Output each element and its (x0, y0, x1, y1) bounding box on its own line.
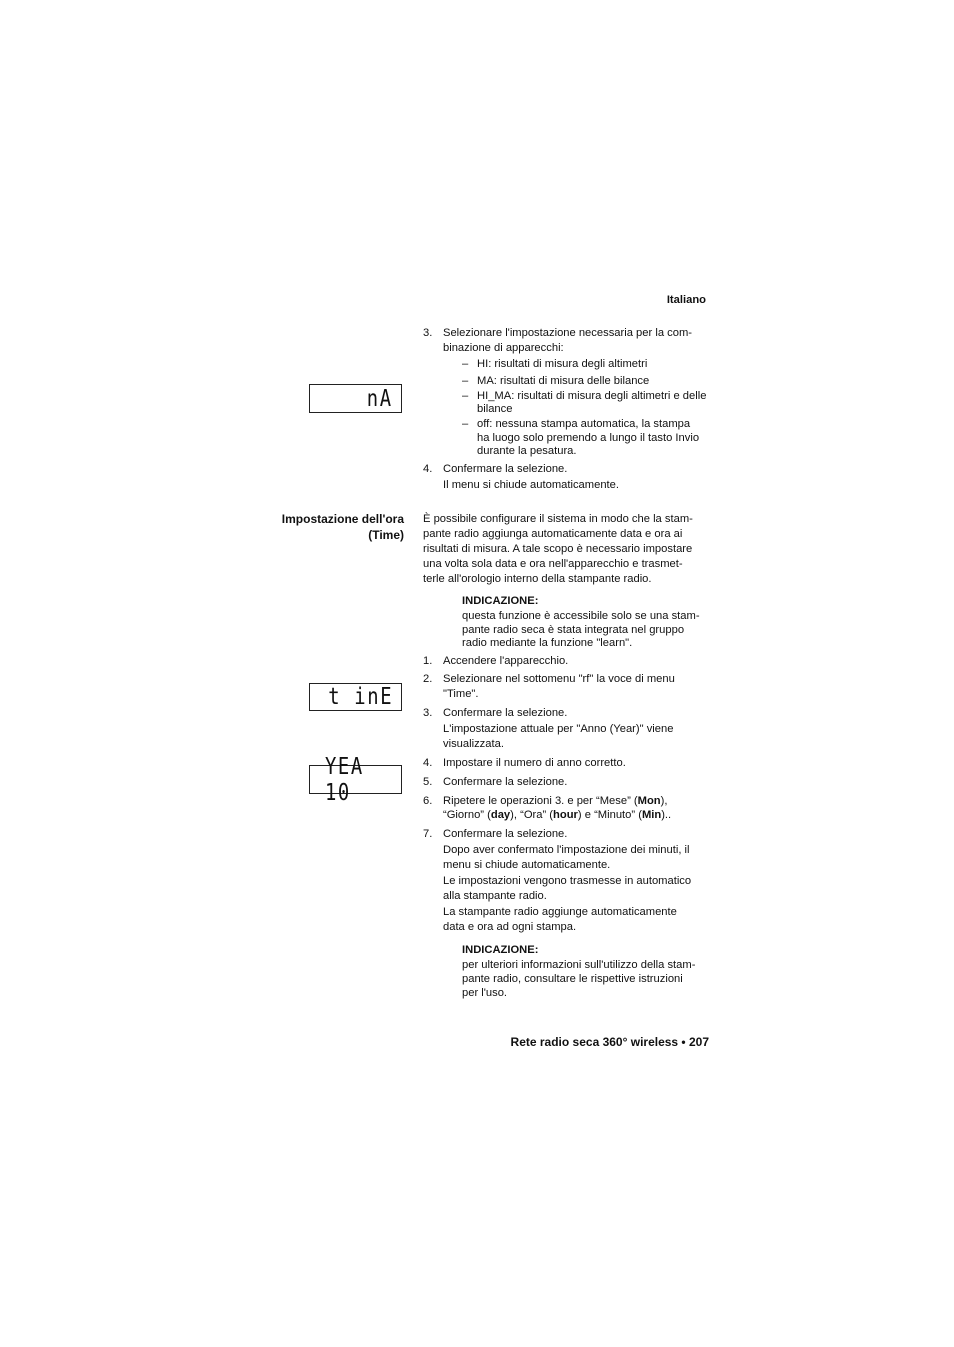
step-text: Accendere l'apparecchio. (443, 655, 569, 667)
note-text: pante radio seca è stata integrata nel gruppo (462, 624, 685, 636)
step-text-part: Ripetere le operazioni 3. e per “Mese” ( (443, 795, 638, 807)
section-heading: (Time) (368, 528, 404, 542)
step-number: 5. (423, 776, 433, 788)
step-text: Selezionare nel sottomenu "rf" la voce di menu (443, 673, 675, 685)
page-footer: Rete radio seca 360° wireless • 207 (510, 1035, 709, 1049)
list-dash: – (462, 375, 469, 387)
step-text: menu si chiude automaticamente. (443, 859, 611, 871)
step-number: 3. (423, 707, 433, 719)
intro-text: È possibile configurare il sistema in modo che la stam- (423, 513, 693, 525)
step-text-part: “Giorno” ( (443, 809, 491, 821)
list-dash: – (462, 418, 469, 430)
list-dash: – (462, 390, 469, 402)
step-number: 7. (423, 828, 433, 840)
step-text: Confermare la selezione. (443, 828, 568, 840)
step-text: alla stampante radio. (443, 890, 547, 902)
step-text: Selezionare l'impostazione necessaria per la com- (443, 327, 693, 339)
step-text: L'impostazione attuale per "Anno (Year)" viene (443, 723, 674, 735)
option-item: bilance (477, 403, 513, 415)
note-text: pante radio, consultare le rispettive istruzioni (462, 973, 683, 985)
note-text: radio mediante la funzione "learn". (462, 637, 633, 649)
step-text: Il menu si chiude automaticamente. (443, 479, 619, 491)
keyword-day: day (490, 809, 511, 821)
step-text: visualizzata. (443, 738, 504, 750)
keyword-mon: Mon (637, 795, 661, 807)
step-number: 4. (423, 463, 433, 475)
step-text: Confermare la selezione. (443, 776, 568, 788)
step-text: Dopo aver confermato l'impostazione dei minuti, il (443, 844, 690, 856)
step-text (443, 794, 667, 809)
section-heading: Impostazione dell'ora (281, 512, 404, 526)
page-header-language: Italiano (666, 294, 706, 306)
lcd-display-time (309, 683, 402, 711)
lcd-display-year (309, 753, 402, 806)
option-item: off: nessuna stampa automatica, la stampa (477, 418, 691, 430)
list-dash: – (462, 358, 469, 370)
note-text: questa funzione è accessibile solo se una stam- (462, 610, 700, 622)
step-text-part: ), “Ora” ( (510, 809, 554, 821)
option-item: MA: risultati di misura delle bilance (477, 375, 650, 387)
note-text: per ulteriori informazioni sull'utilizzo della stam- (462, 959, 696, 971)
intro-text: pante radio aggiunga automaticamente data e ora ai (423, 528, 683, 540)
step-text: binazione di apparecchi: (443, 342, 564, 354)
lcd-display-year-text: YEA 10 (324, 753, 364, 806)
note-title: INDICAZIONE: (462, 944, 539, 956)
step-number: 1. (423, 655, 433, 667)
keyword-hour: hour (553, 809, 578, 821)
lcd-display-time-text: t inE (328, 684, 393, 710)
step-number: 3. (423, 327, 433, 339)
step-text (443, 808, 671, 823)
intro-text: risultati di misura. A tale scopo è necessario impostare (423, 543, 693, 555)
step-text: Confermare la selezione. (443, 707, 568, 719)
option-item: ha luogo solo premendo a lungo il tasto Invio (477, 432, 700, 444)
step-text: Le impostazioni vengono trasmesse in automatico (443, 875, 692, 887)
note-title: INDICAZIONE: (462, 595, 539, 607)
intro-text: terle all'orologio interno della stampante radio. (423, 573, 652, 585)
lcd-display-ma (309, 384, 402, 413)
note-text: per l'uso. (462, 987, 508, 999)
step-number: 2. (423, 673, 433, 685)
step-text-part: ).. (661, 809, 672, 821)
lcd-display-ma-text: nA (367, 385, 393, 412)
step-text: La stampante radio aggiunge automaticamente (443, 906, 677, 918)
step-text: "Time". (443, 688, 479, 700)
step-text-part: ) e “Minuto” ( (577, 809, 642, 821)
keyword-min: Min (641, 809, 662, 821)
intro-text: una volta sola data e ora nell'apparecchio e trasmet- (423, 558, 683, 570)
option-item: HI: risultati di misura degli altimetri (477, 358, 648, 370)
step-number: 4. (423, 757, 433, 769)
option-item: HI_MA: risultati di misura degli altimetri e delle (477, 390, 707, 402)
option-item: durante la pesatura. (477, 445, 577, 457)
step-text: data e ora ad ogni stampa. (443, 921, 577, 933)
step-text: Confermare la selezione. (443, 463, 568, 475)
step-text: Impostare il numero di anno corretto. (443, 757, 626, 769)
step-text-part: ), (660, 795, 668, 807)
step-number: 6. (423, 795, 433, 807)
